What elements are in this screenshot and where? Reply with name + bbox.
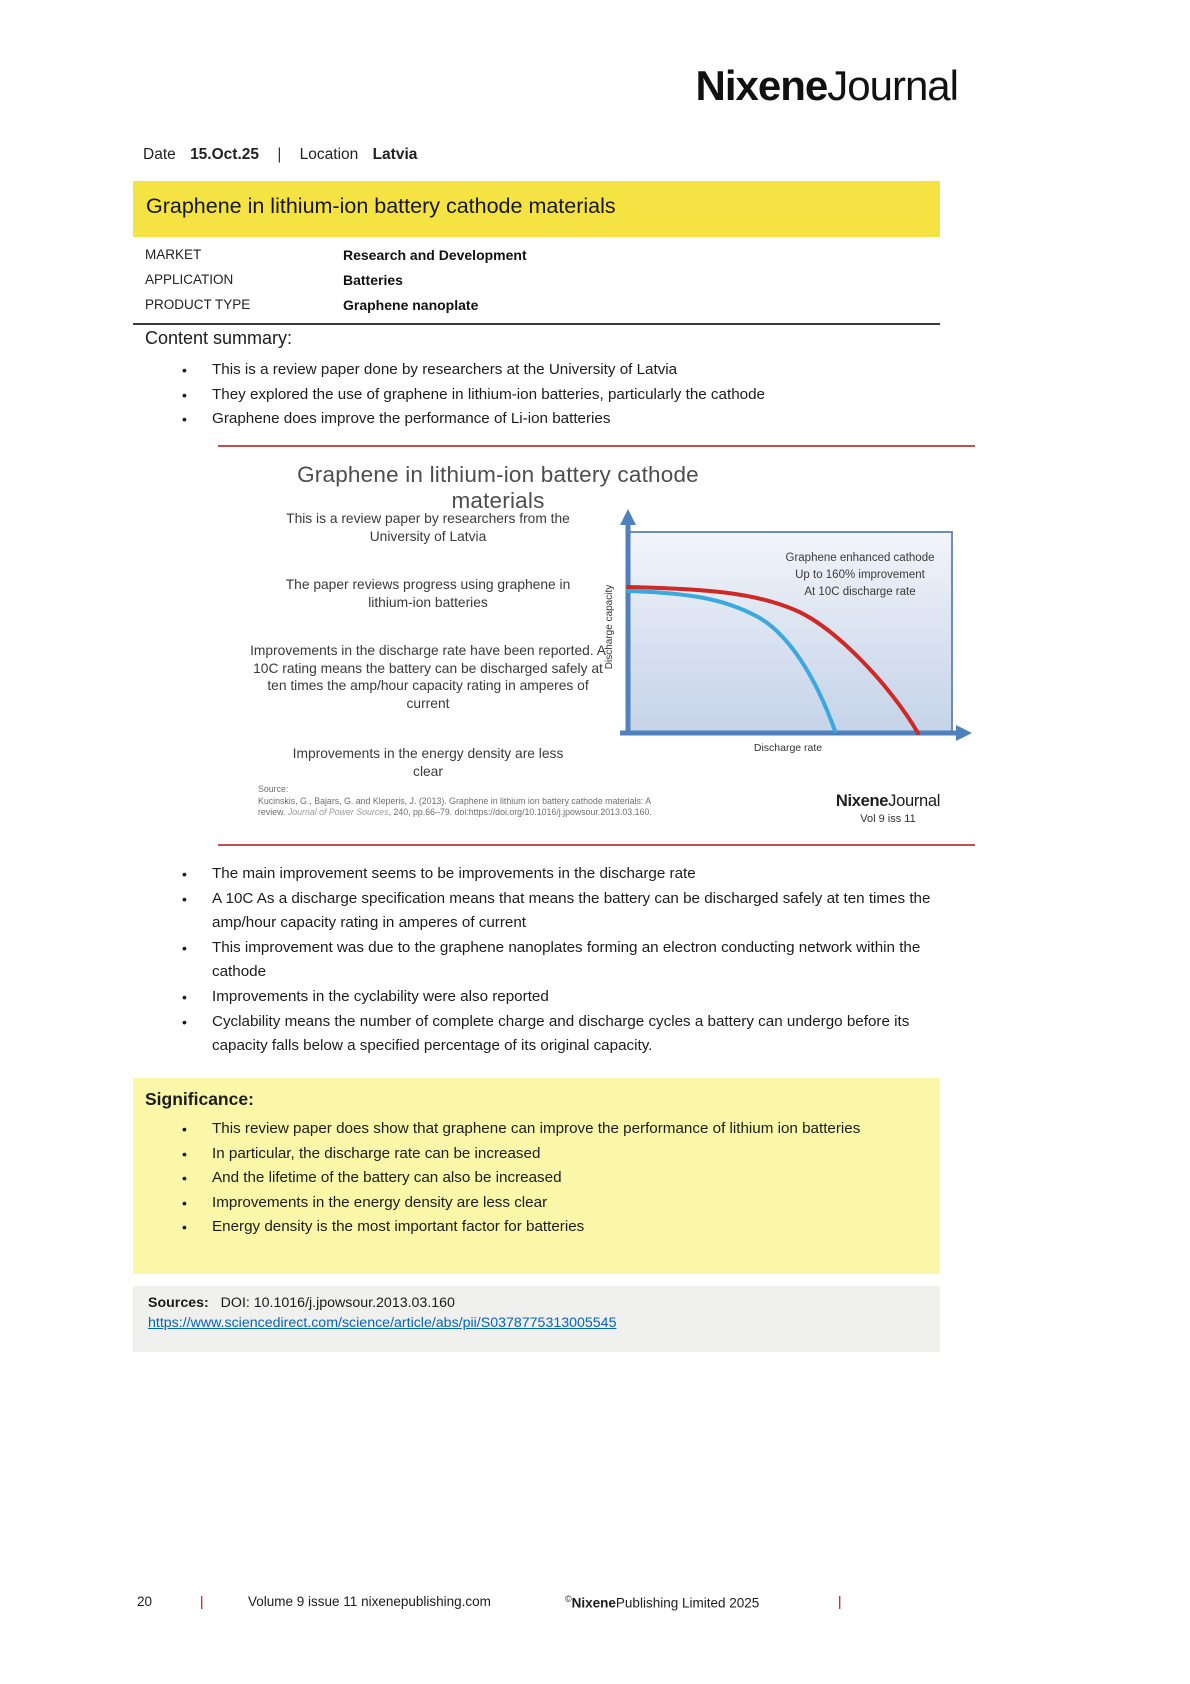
page-number: 20	[137, 1594, 153, 1609]
meta-row-application	[133, 267, 940, 292]
figure-source-line2	[258, 807, 698, 819]
citation-text: , 240, pp.66–79. doi:https://doi.org/10.1016/j.jpowsour.2013.03.160.	[388, 807, 652, 817]
list-item: • This review paper does show that graphene can improve the performance of lithium ion batteries	[212, 1117, 917, 1142]
copyright-symbol: ©	[565, 1594, 572, 1604]
chart-annotation-line: Up to 160% improvement	[795, 569, 925, 581]
analysis-section	[145, 862, 945, 1059]
figure-brand	[803, 792, 973, 825]
sources-link-row	[148, 1315, 940, 1331]
figure-bottom-rule	[218, 844, 975, 846]
list-item: • Improvements in the energy density are less clear	[212, 1191, 917, 1216]
location-label: Location	[299, 146, 359, 163]
figure-source-citation	[258, 784, 698, 819]
figure-brand-light: Journal	[888, 792, 941, 810]
article-title: Graphene in lithium-ion battery cathode materials	[133, 181, 940, 237]
significance-heading: Significance:	[145, 1089, 254, 1109]
date-label: Date	[143, 146, 176, 163]
list-item: • Energy density is the most important factor for batteries	[212, 1215, 917, 1240]
meta-label: PRODUCT TYPE	[145, 297, 251, 312]
sources-doi-row	[148, 1295, 940, 1311]
list-item: • This improvement was due to the graphene nanoplates forming an electron conducting network within the cathode	[212, 936, 942, 985]
dateline	[143, 146, 417, 164]
figure-note: This is a review paper by researchers from the University of Latvia	[286, 511, 570, 544]
logo-light-text: Journal	[827, 62, 958, 109]
meta-row-market	[133, 242, 940, 267]
sources-doi: DOI: 10.1016/j.jpowsour.2013.03.160	[220, 1295, 455, 1311]
x-axis-label: Discharge rate	[753, 742, 823, 754]
content-summary-section	[145, 328, 940, 432]
date-value: 15.Oct.25	[190, 146, 259, 163]
meta-label: APPLICATION	[145, 272, 234, 287]
significance-section	[133, 1078, 940, 1274]
nixene-journal-logo	[696, 62, 959, 110]
content-summary-list	[145, 358, 940, 432]
figure-note: Improvements in the energy density are less clear	[292, 746, 564, 779]
list-item: • Graphene does improve the performance of Li-ion batteries	[212, 407, 940, 432]
analysis-list	[145, 862, 945, 1059]
list-item: • Cyclability means the number of complete charge and discharge cycles a battery can undergo before its capacity falls below a specified percentage of its original capacity.	[212, 1010, 942, 1059]
list-item: • They explored the use of graphene in lithium-ion batteries, particularly the cathode	[212, 383, 940, 408]
content-summary-heading: Content summary:	[145, 328, 293, 348]
source-link[interactable]: https://www.sciencedirect.com/science/article/abs/pii/S0378775313005545	[148, 1315, 617, 1331]
x-axis-arrow-icon	[956, 725, 972, 741]
meta-label: MARKET	[145, 247, 202, 262]
figure-note: The paper reviews progress using graphene in lithium-ion batteries	[285, 577, 571, 610]
list-item: • The main improvement seems to be improvements in the discharge rate	[212, 862, 942, 887]
footer-separator: |	[838, 1594, 842, 1609]
list-item: • A 10C As a discharge specification means that means the battery can be discharged safely at ten times the amp/hour capacity rating in amperes of current	[212, 887, 942, 936]
embedded-figure	[218, 440, 975, 852]
figure-source-line1: Kucinskis, G., Bajars, G. and Kleperis, J. (2013). Graphene in lithium ion battery cathode materials: A	[258, 795, 652, 806]
chart-annotation-line: At 10C discharge rate	[804, 586, 916, 598]
citation-text: review.	[258, 807, 288, 817]
list-item: • Improvements in the cyclability were also reported	[212, 985, 942, 1010]
copyright-bold: Nixene	[571, 1595, 616, 1611]
figure-source-label: Source:	[258, 784, 289, 794]
footer-separator: |	[200, 1594, 204, 1609]
logo-bold-text: Nixene	[695, 62, 828, 109]
meta-row-product-type	[133, 292, 940, 317]
meta-value: Batteries	[343, 271, 403, 288]
location-value: Latvia	[372, 146, 418, 163]
list-item: • This is a review paper done by researchers at the University of Latvia	[212, 358, 940, 383]
citation-journal-name: Journal of Power Sources	[287, 807, 389, 817]
chart-annotation-line: Graphene enhanced cathode	[785, 552, 935, 564]
figure-brand-volume: Vol 9 iss 11	[860, 813, 916, 825]
y-axis-label: Discharge capacity	[604, 584, 615, 670]
figure-top-rule	[218, 445, 975, 447]
sources-section	[133, 1286, 940, 1352]
list-item: • In particular, the discharge rate can be increased	[212, 1142, 917, 1167]
list-item: • And the lifetime of the battery can also be increased	[212, 1166, 917, 1191]
significance-list	[145, 1117, 940, 1240]
copyright-rest: Publishing Limited 2025	[615, 1595, 760, 1611]
meta-table	[133, 242, 940, 325]
meta-value: Research and Development	[343, 246, 527, 263]
dateline-separator: |	[277, 146, 282, 163]
figure-note: Improvements in the discharge rate have been reported. A 10C rating means the battery can be discharged safely at ten times the amp/hour capacity rating in amperes of current	[250, 643, 606, 711]
discharge-chart	[560, 505, 990, 765]
figure-title: Graphene in lithium-ion battery cathode materials	[297, 462, 699, 513]
figure-brand-bold: Nixene	[835, 792, 889, 810]
sources-label: Sources:	[148, 1295, 209, 1311]
meta-value: Graphene nanoplate	[343, 296, 479, 313]
footer-copyright	[565, 1594, 759, 1611]
y-axis-arrow-icon	[620, 509, 636, 525]
footer-volume-text: Volume 9 issue 11 nixenepublishing.com	[248, 1594, 491, 1609]
